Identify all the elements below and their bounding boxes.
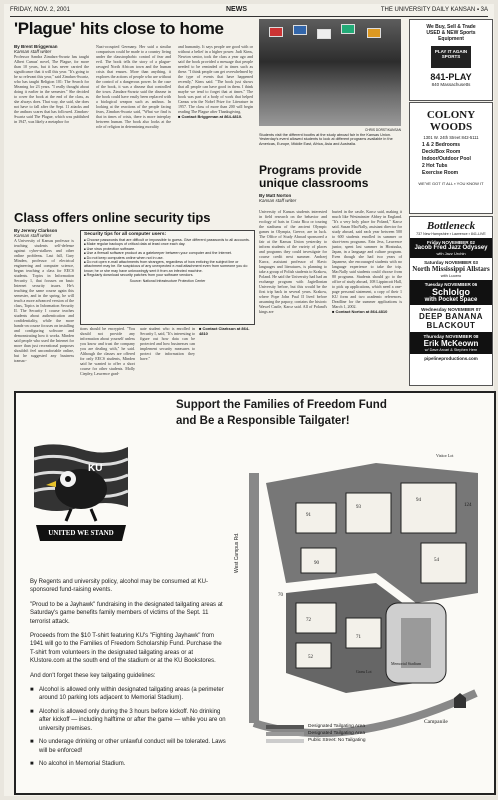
plague-headline: 'Plague' hits close to home xyxy=(14,19,224,38)
byline-role: Kansan staff writer xyxy=(259,198,297,203)
guideline-item xyxy=(30,686,226,703)
programs-column-1: University of Kansas students interested in field research on the behavior and ecology of bats in Costa Rica or touring the stadiums of the ancient Olympic games in Olympia, Greece, are in luck. The Office of Study Abroad sponsored a fair at the Kansas Union yesterday to inform students of the variety of places and programs they could investigate for course credit next summer. Andrzej Karcz, assistant professor of Slavic languages and literatures, is planning to take a group of Polish students to Krakow, Poland. He said the University had had an exchange program with Jagiellonian University before, but this would be the first trip back in several years. Krakow, where Pope John Paul II lived before assuming the papacy, contains the historic Wawel Castle, Karcz said. All of Poland's kings are xyxy=(259,209,327,314)
contact-line: ■ Contact Briggeman at 864-4810. xyxy=(178,114,243,119)
security-column-2: tions should be encrypted. "You should not provide any information about yourself unless you know and trust the company you are dealing with," he said. Although the classes are offered for only EECS students, Minden said he wanted to offer a short course for other students. Molly Ciepley, Lawrence grad- xyxy=(80,326,135,376)
tip-item: ■ Make regular backups of critical data at least once each day. xyxy=(84,242,251,246)
lot-label: 91 xyxy=(306,513,311,518)
ad-paragraph: "Proud to be a Jayhawk" fundraising in the designated tailgating areas at Saturday's game benefits family members of victims of the Sept. 11 terrorist attack. xyxy=(30,601,223,625)
byline-name: By Brent Briggeman xyxy=(14,44,58,49)
parking-lot xyxy=(296,643,331,668)
bottleneck-address: 737 New Hampshire ▪ Lawrence ▪ 841-LIVE xyxy=(416,232,486,236)
byline-role: Kansan staff writer xyxy=(14,49,52,54)
ad-line: We Buy, Sell & Trade xyxy=(426,24,476,30)
security-column-4 xyxy=(199,326,254,336)
flag-icon xyxy=(341,24,355,34)
feature-item: 1 & 2 Bedrooms xyxy=(422,142,461,148)
event-date: Thursday NOVEMBER 08 xyxy=(423,334,479,339)
tip-item: ■ Do not keep computers online when not in use. xyxy=(84,256,251,260)
lot-label: 54 xyxy=(434,558,439,563)
feature-item: Deck/Box Room xyxy=(422,149,461,155)
parking-lot xyxy=(346,493,391,533)
guideline-text: Alcohol is allowed only during the 3 hours before kickoff. No drinking after kickoff — including halftime or after the game — while you are on university premises. xyxy=(39,708,226,732)
ad-headline xyxy=(176,397,486,429)
feature-item: Indoor/Outdoor Pool xyxy=(422,156,471,162)
event-block xyxy=(410,238,492,258)
lot-label: 124 xyxy=(464,503,472,508)
lot-label: 94 xyxy=(416,498,421,503)
plague-byline xyxy=(14,44,89,54)
event-date: Tuesday NOVEMBER 06 xyxy=(424,282,478,287)
parking-lot xyxy=(296,603,336,633)
event-extra: w/ Dave Arcari & Stephen Hern xyxy=(424,348,478,352)
guideline-item xyxy=(30,760,226,768)
programs-byline xyxy=(259,193,296,203)
byline-name: By Jeremy Clarkson xyxy=(14,228,58,233)
flag-icon xyxy=(367,28,381,38)
lot-label: 70 xyxy=(278,593,283,598)
legend-item xyxy=(266,723,366,730)
legend-item xyxy=(266,730,366,737)
map-legend xyxy=(266,723,366,744)
colony-name: COLONY WOODS xyxy=(426,109,476,133)
plague-column-3 xyxy=(178,44,253,119)
united-we-stand-logo xyxy=(26,437,136,552)
legend-swatch xyxy=(266,732,304,736)
lot-label: 90 xyxy=(314,561,319,566)
tip-item: ■ Choose passwords that are difficult or impossible to guess. Give different passwords to all accounts. xyxy=(84,238,251,242)
contact-line: ■ Contact Norton at 864-4810 xyxy=(332,309,388,314)
campanile-label: Campanile xyxy=(424,719,448,725)
event-act: DEEP BANANA BLACKOUT xyxy=(418,312,484,330)
lot-label: 52 xyxy=(308,655,313,660)
security-column-1 xyxy=(14,228,74,363)
colony-features xyxy=(410,142,492,177)
bottleneck-ad xyxy=(409,216,493,386)
tips-list xyxy=(81,238,254,278)
event-act: Schlolgo xyxy=(432,287,470,297)
byline-role: Kansan staff writer xyxy=(14,233,52,238)
section-name: NEWS xyxy=(226,6,247,13)
event-date: Friday NOVEMBER 02 xyxy=(427,240,475,245)
event-extra: with Jazz Urchin xyxy=(436,251,466,256)
ad-line: Equipment xyxy=(438,36,464,42)
legend-label: Designated Tailgating Area xyxy=(308,731,365,736)
tip-item: ■ Use a firewall software product as a gatekeeper between your computer and the Internet. xyxy=(84,251,251,255)
page-header xyxy=(10,6,488,17)
newspaper-page xyxy=(4,4,494,796)
plague-column-1 xyxy=(14,44,89,124)
feature-item: 2 Hot Tubs xyxy=(422,163,448,169)
security-tips-box xyxy=(80,230,255,325)
article-text: Professor Sandra Zimdars-Swartz has taught Albert Camus' novel, The Plague, for more than 10 years, but it has never carried the significance that it will this year. "It's going to be so relevant this year," said Zimdars-Swartz, who has taught Religion 101: The Search for Meaning for 23 years. "I really thought about doing it earlier in the semester." She decided to cover the book at the end of the class, as she always does. That way, she said, she does not have to fall after the Sept. 11 attacks and the anthrax scares that has followed. Zimdars-Swartz said The Plague, which was published in 1947, was likely a metaphor for xyxy=(14,54,89,124)
event-date: Saturday NOVEMBER 03 xyxy=(424,260,478,265)
flag-icon xyxy=(269,27,283,37)
tip-item: ■ Regularly download security patches from your software vendors. xyxy=(84,273,251,277)
byline-name: By Matt Norton xyxy=(259,193,292,198)
bullet-icon: ■ xyxy=(30,760,34,767)
store-address: 840 Massachusetts xyxy=(431,82,471,87)
logo-letters: KU xyxy=(88,463,103,474)
parking-lot xyxy=(421,543,466,583)
ad-paragraph: And don't forget these key tailgating guidelines: xyxy=(30,672,156,679)
legend-item xyxy=(266,737,366,744)
lot-label: 72 xyxy=(306,618,311,623)
ad-paragraph: By Regents and university policy, alcohol may be consumed at KU-sponsored fund-raising events. xyxy=(30,579,208,594)
bullet-icon: ■ xyxy=(30,739,34,746)
article-text: A University of Kansas professor is teaching students self-defense against cyber-stalkers and other online problems. Last fall, Gary Minden, professor of electrical engineering and computer science, began teaching a class for EECS students. Topics in Information Security 1, that focuses on basic Internet security issues. He's teaching the same course again this semester, and in the spring, he will teach a more advanced version of the class, Topics in Information Security II. The Security I course teaches students about authentication and confidentiality, while the more hands-on course focuses on installing and configuring software and demonstrating how it works. Minden said people who used the Internet for more than just recreational purposes shouldn't feel uncomfortable online, but he suggested any business transac- xyxy=(14,238,74,363)
freedom-fund-ad xyxy=(14,391,496,795)
photo-caption xyxy=(259,128,401,146)
issue-date: FRIDAY, NOV. 2, 2001 xyxy=(10,7,70,13)
paper-name: THE UNIVERSITY DAILY KANSAN ▪ 3A xyxy=(380,7,488,13)
parking-lot xyxy=(296,503,336,533)
bullet-icon: ■ xyxy=(30,708,34,715)
tips-source: Source: National Infrastructure Protection Center xyxy=(129,278,206,283)
programs-column-2 xyxy=(332,209,402,314)
parking-lot xyxy=(401,483,456,533)
colony-address: 1301 W. 24th Street 842-5111 xyxy=(423,135,479,140)
store-logo: PLAY IT AGAIN SPORTS xyxy=(431,46,471,68)
tailgating-map xyxy=(226,453,488,753)
sports-store-ad xyxy=(409,19,493,101)
parking-lot xyxy=(346,618,381,648)
caption-text: Students visit the different booths at the study abroad fair in the Kansas Union. Yesterday's event allowed students to look at different programs available in the Americas, Europe, Middle East, Africa, Asia and Australia. xyxy=(259,132,393,146)
event-block xyxy=(410,332,492,354)
guideline-text: Alcohol is allowed only within designated tailgating areas (a perimeter around 10 parking lots adjacent to Memorial Stadium). xyxy=(39,687,224,702)
legend-swatch xyxy=(266,739,304,743)
stadium-label: Memorial Stadium xyxy=(391,661,422,666)
security-column-3: uate student who is enrolled in Security I, said, "It's interesting to figure out how data can be protected and how businesses can implement security measures to protect the information they have." xyxy=(140,326,195,361)
legend-label: Designated Tailgating Area xyxy=(308,724,365,729)
article-text: and humanity. It says people are good with or without a belief in a higher power. Judi Kims, Newton senior, took the class a year ago and said the book provided a message that people needed to be reminded of in times such as these. "I think people can get overwhelmed by the type of events that have happened recently," Kims said. "The book just shows that all people can have good in them. I think maybe we tend to forget that at times." The book was part of a body of work that helped Camus win the Nobel Prize for Literature in 1957. The class of more than 200 will begin reading The Plague after Thanksgiving. xyxy=(178,44,253,114)
event-date: Wednesday NOVEMBER 07 xyxy=(421,307,481,312)
event-act: Erik McKeown xyxy=(423,339,479,348)
guideline-item xyxy=(30,708,226,733)
security-headline: Class offers online security tips xyxy=(14,210,211,225)
event-act: Jacob Fred Jazz Odyssey xyxy=(414,245,488,251)
store-phone: 841-PLAY xyxy=(430,72,472,82)
event-block xyxy=(410,258,492,280)
lot-label: 93 xyxy=(356,505,361,510)
grass-lot-label: Grass Lot xyxy=(356,669,372,674)
street-label: West Campus Rd. xyxy=(234,532,240,573)
tip-item: ■ Do not open e-mail attachments from strangers, regardless of how enticing the subject line or attachment may be. Be suspicious of any unexpected e-mail attachment even from someone you do know; he or she may have unknowingly sent it from an infected machine. xyxy=(84,260,251,273)
ad-body xyxy=(30,578,226,773)
event-block xyxy=(410,280,492,305)
event-extra: with Pocket Space xyxy=(424,297,478,303)
bottleneck-logo: Bottleneck xyxy=(426,220,476,232)
lot-label: 71 xyxy=(356,635,361,640)
security-byline xyxy=(14,228,74,238)
logo-banner: UNITED WE STAND xyxy=(48,529,114,537)
legend-swatch xyxy=(266,725,304,729)
programs-headline: Programs provide unique classrooms xyxy=(259,163,369,190)
colony-woods-ad xyxy=(409,102,493,214)
guideline-text: No alcohol in Memorial Stadium. xyxy=(39,760,126,767)
ad-headline-line-2: and Be a Responsible Tailgater! xyxy=(176,415,350,427)
article-text: buried in the castle, Karcz said, making it much like Westminster Abbey in England. "It's a very holy place for Poland," Karcz said. Susan MacNally, assistant director for study abroad, said each year between 500 to 600 students enrolled in summer or short-term programs. Erin Jess, Lawrence junior, spent last summer in Hiratsuka, Japan, in a language and culture program. Even though she had two years of Japanese, she encouraged students with no language experience to take the trip. MacNally said students could choose from 80 programs. Students should go to the office of study abroad, 108 Lippincott Hall, to pick up applications, which need a one-page personal statement, a copy of their 1 KU form and two academic references. Deadline for the summer applications is March 1, 2002. xyxy=(332,209,402,309)
legend-label: Public Street: No Tailgating xyxy=(308,738,366,743)
study-abroad-photo xyxy=(259,19,401,126)
event-block xyxy=(410,305,492,332)
guideline-text: No underage drinking or other unlawful conduct will be tolerated. Laws will be enforced! xyxy=(39,739,226,754)
ad-paragraph: Proceeds from the $10 T-shirt featuring KU's "Fighting Jayhawk" from 1941 will go to the Families of Freedom Scholarship Fund. Purchase the T-shirt from volunteers in the designated tailgating areas or at KUstore.com at the south end of the stadium or at the KU Bookstores. xyxy=(30,633,222,665)
feature-item: Exercise Room xyxy=(422,170,459,176)
photo-credit: CHRIS DORST/KANSAN xyxy=(365,128,401,132)
bottleneck-website[interactable]: pipelineproductions.com xyxy=(424,356,478,361)
flag-icon xyxy=(317,29,331,39)
ad-line: USED & NEW Sports xyxy=(426,30,476,36)
tips-title: Security tips for all computer users: xyxy=(84,232,167,237)
visitor-lot-label: Visitor Lot xyxy=(436,453,454,458)
event-extra: with Lucero xyxy=(440,273,462,278)
flag-icon xyxy=(293,25,307,35)
bullet-icon: ■ xyxy=(30,687,34,694)
plague-column-2: Nazi-occupied Germany. Her said a similar comparison could be made to a country living under the claustrophobic control of fear and evil. The book tells the story of a plague-ravaged North African town and the human crisis that ensues. More than anything, it explores the actions of people who are without the control of a dangerous power. In the case of the book, it was a disease that controlled the town. Zimdars-Swartz said the disease in the book could have easily been replaced with a biological weapon such as anthrax. In looking at the reactions of the people facing fears, Zimdars-Swartz said, "What we find is that in times of crisis, there is more interplay between human. The book also looks at the role of religion in determining morality xyxy=(96,44,171,129)
colony-footer: WE'VE GOT IT ALL ▪ YOU KNOW IT xyxy=(418,181,484,186)
guideline-item xyxy=(30,738,226,755)
ad-headline-line-1: Support the Families of Freedom Fund xyxy=(176,399,387,411)
event-act: North Mississippi Allstars xyxy=(412,265,490,273)
contact-line: ■ Contact Clarkson at 864-4810 xyxy=(199,326,250,336)
tip-item: ■ Use virus protection software. xyxy=(84,247,251,251)
